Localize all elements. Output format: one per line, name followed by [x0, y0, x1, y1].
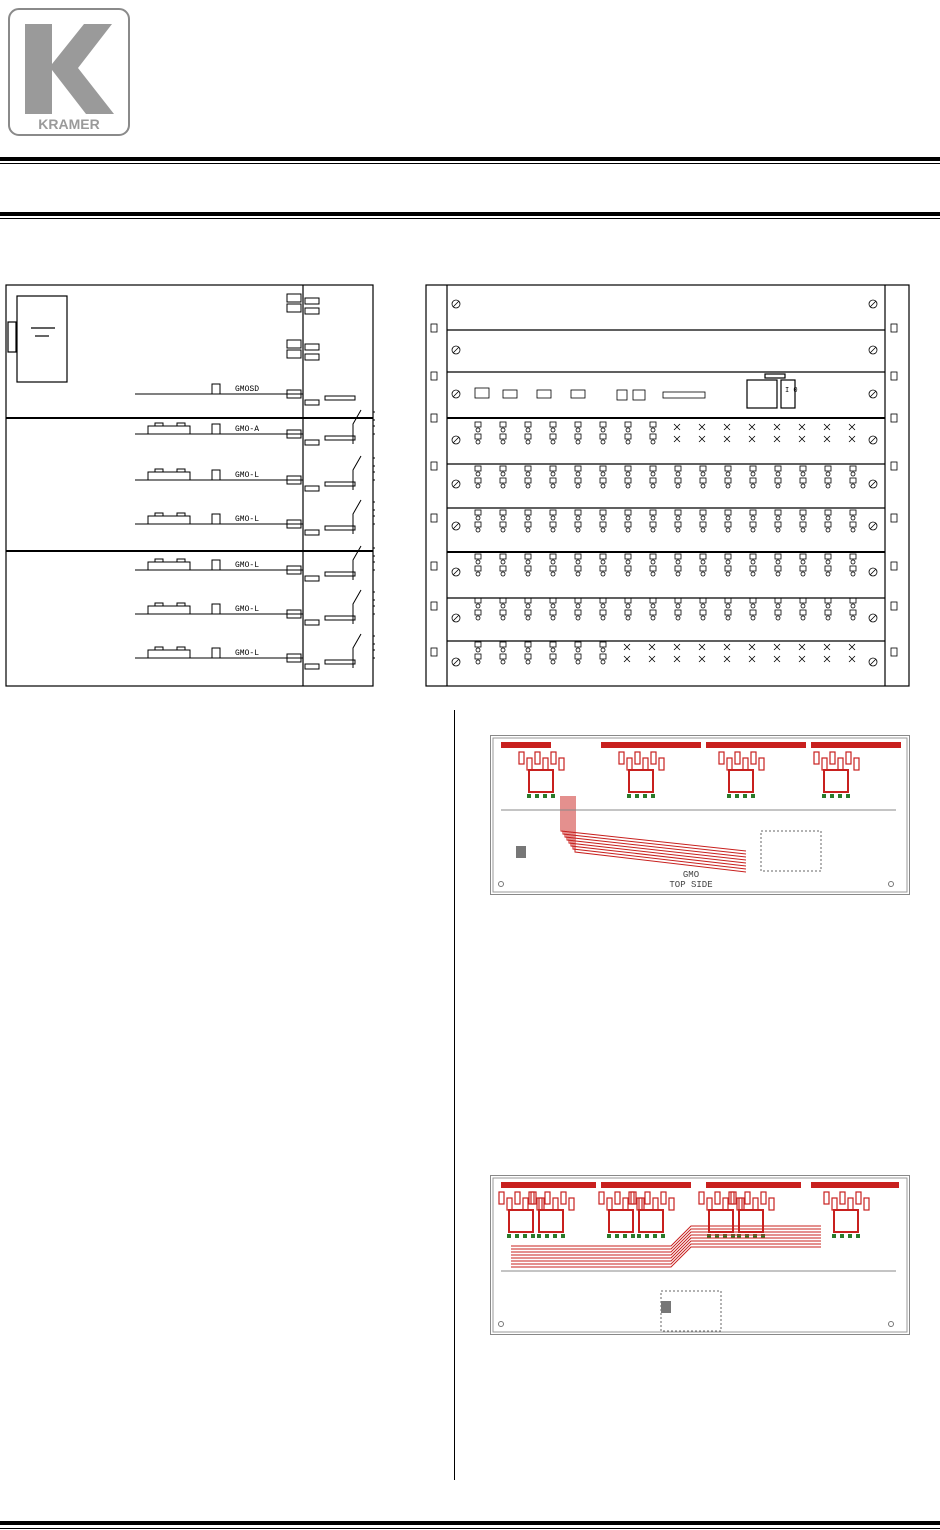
pcb-top-side-image: [490, 735, 910, 895]
header-rule-top: [0, 157, 940, 161]
column-divider: [454, 710, 455, 1480]
pcb-bottom-side-image: [490, 1175, 910, 1335]
pcb-top-title: GMO: [682, 870, 700, 880]
header-rule-top-thin: [0, 163, 940, 164]
module-label: GMO-A: [235, 425, 260, 434]
footer-rule-thin: [0, 1528, 940, 1529]
module-label: GMOSD: [235, 385, 260, 394]
module-label: GMO-L: [235, 471, 260, 480]
pcb-top-subtitle: TOP SIDE: [669, 880, 713, 890]
module-label: GMO-L: [235, 561, 260, 570]
header-rule-bottom-thin: [0, 218, 940, 219]
header-rule-bottom: [0, 212, 940, 216]
side-view-drawing: [5, 284, 375, 688]
module-label: GMO-L: [235, 649, 260, 658]
module-label: GMO-L: [235, 515, 260, 524]
front-view-drawing: [425, 284, 910, 688]
footer-rule: [0, 1521, 940, 1525]
module-label: GMO-L: [235, 605, 260, 614]
logo-text: KRAMER: [38, 116, 100, 132]
power-switch-label: I 0: [785, 387, 798, 395]
kramer-logo: [8, 8, 130, 136]
